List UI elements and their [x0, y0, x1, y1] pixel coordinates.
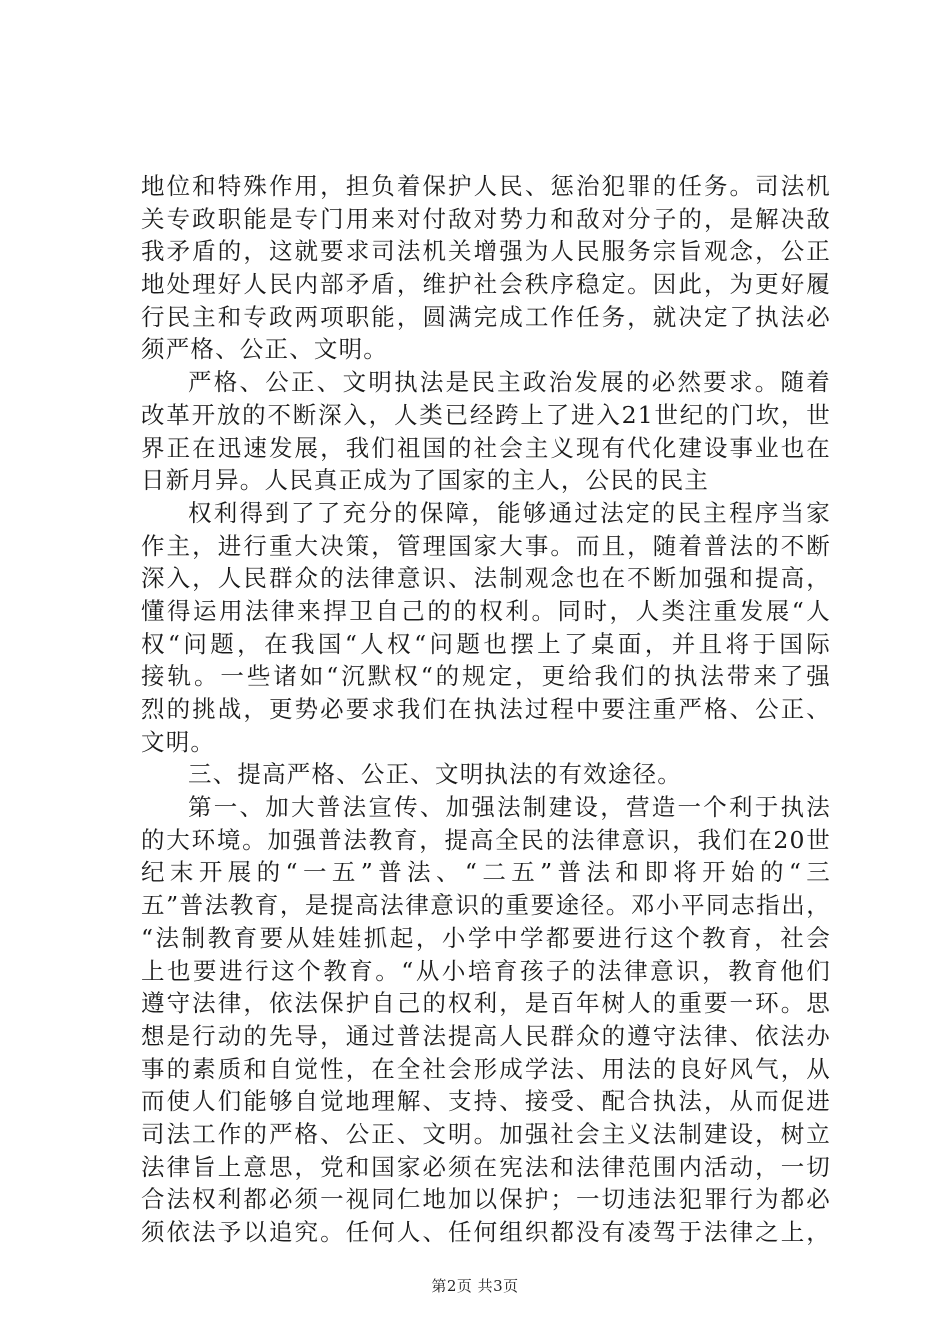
text-line: 我矛盾的，这就要求司法机关增强为人民服务宗旨观念，公正 — [141, 237, 831, 266]
text-line: 深入，人民群众的法律意识、法制观念也在不断加强和提高， — [141, 564, 831, 593]
text-line: 而使人们能够自觉地理解、支持、接受、配合执法，从而促进 — [141, 1087, 831, 1116]
text-line: 权“问题，在我国“人权“问题也摆上了桌面，并且将于国际 — [141, 629, 831, 658]
text-line: “法制教育要从娃娃抓起，小学中学都要进行这个教育，社会 — [141, 923, 831, 952]
text-line: 日新月异。人民真正成为了国家的主人，公民的民主 — [141, 466, 710, 495]
text-line: 界正在迅速发展，我们祖国的社会主义现有代化建设事业也在 — [141, 433, 831, 462]
text-line: 行民主和专政两项职能，圆满完成工作任务，就决定了执法必 — [141, 302, 831, 331]
text-line: 烈的挑战，更势必要求我们在执法过程中要注重严格、公正、 — [141, 695, 831, 723]
text-line: 三、提高严格、公正、文明执法的有效途径。 — [188, 760, 682, 789]
text-line: 五”普法教育，是提高法律意识的重要途径。邓小平同志指出， — [141, 891, 831, 920]
text-line: 地处理好人民内部矛盾，维护社会秩序稳定。因此，为更好履 — [141, 270, 831, 299]
document-body — [141, 170, 831, 1249]
text-line: 合法权利都必须一视同仁地加以保护；一切违法犯罪行为都必 — [141, 1185, 831, 1214]
text-line: 地位和特殊作用，担负着保护人民、惩治犯罪的任务。司法机 — [141, 172, 831, 200]
text-line: 想是行动的先导，通过普法提高人民群众的遵守法律、依法办 — [141, 1021, 831, 1050]
text-line: 关专政职能是专门用来对付敌对势力和敌对分子的，是解决敌 — [141, 204, 831, 233]
text-line: 严格、公正、文明执法是民主政治发展的必然要求。随着 — [188, 368, 831, 397]
text-line: 懂得运用法律来捍卫自己的的权利。同时，人类注重发展“人 — [141, 596, 831, 625]
text-line: 接轨。一些诸如“沉默权“的规定，更给我们的执法带来了强 — [141, 662, 831, 691]
text-line: 须依法予以追究。任何人、任何组织都没有凌驾于法律之上， — [141, 1218, 831, 1246]
text-line: 遵守法律，依法保护自己的权利，是百年树人的重要一环。思 — [141, 989, 831, 1018]
text-line: 作主，进行重大决策，管理国家大事。而且，随着普法的不断 — [141, 531, 831, 560]
text-line: 的大环境。加强普法教育，提高全民的法律意识，我们在20世 — [141, 825, 831, 854]
text-line: 上也要进行这个教育。“从小培育孩子的法律意识，教育他们 — [141, 956, 831, 985]
text-line: 法律旨上意思，党和国家必须在宪法和法律范围内活动，一切 — [141, 1152, 831, 1181]
text-line: 纪末开展的“一五”普法、“二五”普法和即将开始的“三 — [141, 858, 831, 887]
text-line: 事的素质和自觉性，在全社会形成学法、用法的良好风气，从 — [141, 1054, 831, 1083]
text-line: 须严格、公正、文明。 — [141, 335, 388, 364]
text-line: 文明。 — [141, 727, 216, 756]
text-line: 改革开放的不断深入，人类已经跨上了进入21世纪的门坎，世 — [141, 400, 831, 429]
text-line: 权利得到了了充分的保障，能够通过法定的民主程序当家 — [188, 498, 831, 527]
page-footer: 第2页 共3页 — [431, 1277, 519, 1295]
text-line: 第一、加大普法宣传、加强法制建设，营造一个利于执法 — [188, 793, 831, 822]
text-line: 司法工作的严格、公正、文明。加强社会主义法制建设，树立 — [141, 1119, 831, 1148]
